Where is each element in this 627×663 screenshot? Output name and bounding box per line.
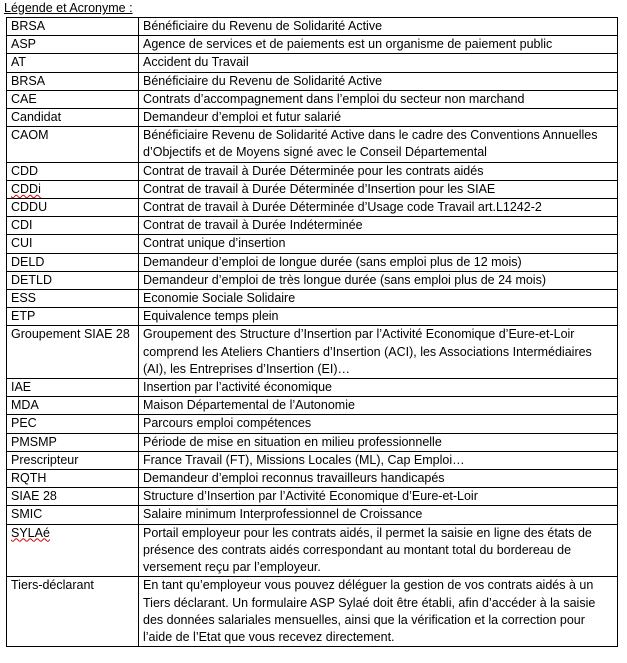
acronym-cell: Tiers-déclarant [7, 577, 139, 647]
table-row [7, 524, 618, 577]
spellcheck-marked-text: SYLAé [11, 525, 50, 540]
acronym-cell: IAE [7, 379, 139, 397]
definition-cell: Demandeur d’emploi de longue durée (sans emploi plus de 12 mois) [139, 253, 618, 271]
acronym-cell: SMIC [7, 506, 139, 524]
definition-cell: Equivalence temps plein [139, 308, 618, 326]
definition-cell: Demandeur d’emploi reconnus travailleurs handicapés [139, 470, 618, 488]
table-row [7, 36, 618, 54]
definition-cell: Période de mise en situation en milieu professionnelle [139, 433, 618, 451]
definition-cell: Maison Départemental de l’Autonomie [139, 397, 618, 415]
table-row [7, 451, 618, 469]
definition-cell: Economie Sociale Solidaire [139, 290, 618, 308]
acronym-cell: Groupement SIAE 28 [7, 326, 139, 379]
definition-cell: Structure d’Insertion par l’Activité Economique d’Eure-et-Loir [139, 488, 618, 506]
definition-cell: Demandeur d’emploi et futur salarié [139, 109, 618, 127]
table-row [7, 127, 618, 162]
acronym-cell: ESS [7, 290, 139, 308]
definition-cell: Bénéficiaire Revenu de Solidarité Active dans le cadre des Conventions Annuelles d’Objectifs et de Moyens signé avec le Conseil Départemental [139, 127, 618, 162]
table-row [7, 308, 618, 326]
acronym-cell: ETP [7, 308, 139, 326]
acronym-cell: BRSA [7, 72, 139, 90]
acronym-cell: MDA [7, 397, 139, 415]
acronym-cell: PEC [7, 415, 139, 433]
definition-cell: Salaire minimum Interprofessionnel de Croissance [139, 506, 618, 524]
table-row [7, 488, 618, 506]
table-row [7, 415, 618, 433]
acronym-cell: PMSMP [7, 433, 139, 451]
definition-cell: Contrat de travail à Durée Déterminée d’Usage code Travail art.L1242-2 [139, 199, 618, 217]
acronym-cell: AT [7, 54, 139, 72]
table-row [7, 577, 618, 647]
acronym-cell: CAE [7, 90, 139, 108]
acronym-cell: Candidat [7, 109, 139, 127]
definition-cell: Contrats d’accompagnement dans l’emploi du secteur non marchand [139, 90, 618, 108]
table-row [7, 217, 618, 235]
definition-cell: Contrat de travail à Durée Déterminée d’Insertion pour les SIAE [139, 180, 618, 198]
definition-cell: En tant qu’employeur vous pouvez déléguer la gestion de vos contrats aidés à un Tiers déclarant. Un formulaire ASP Sylaé doit être établi, afin d’accéder à la saisie des données salariales mensuelles, ainsi que la vérification et la correction pour l’aide de l’Etat que vous recevez directement. [139, 577, 618, 647]
definition-cell: Bénéficiaire du Revenu de Solidarité Active [139, 18, 618, 36]
definition-cell: Contrat unique d’insertion [139, 235, 618, 253]
table-row [7, 253, 618, 271]
acronym-cell: SIAE 28 [7, 488, 139, 506]
definition-cell: Contrat de travail à Durée Déterminée pour les contrats aidés [139, 162, 618, 180]
spellcheck-marked-text: CDDi [11, 181, 41, 196]
definition-cell: Insertion par l’activité économique [139, 379, 618, 397]
definition-cell: Accident du Travail [139, 54, 618, 72]
table-row [7, 162, 618, 180]
table-row [7, 326, 618, 379]
definition-cell: Contrat de travail à Durée Indéterminée [139, 217, 618, 235]
acronym-cell: Prescripteur [7, 451, 139, 469]
acronym-cell: DELD [7, 253, 139, 271]
acronym-cell [7, 180, 139, 198]
table-row [7, 379, 618, 397]
table-row [7, 109, 618, 127]
table-row [7, 180, 618, 198]
acronym-cell: DETLD [7, 271, 139, 289]
definition-cell: Portail employeur pour les contrats aidés, il permet la saisie en ligne des états de présence des contrats aidés correspondant au montant total du bordereau de versement reçu par l’employeur. [139, 524, 618, 577]
acronym-table [6, 17, 618, 647]
acronym-cell: ASP [7, 36, 139, 54]
definition-cell: Agence de services et de paiements est un organisme de paiement public [139, 36, 618, 54]
table-row [7, 397, 618, 415]
acronym-cell: CDDU [7, 199, 139, 217]
table-row [7, 506, 618, 524]
definition-cell: Groupement des Structure d’Insertion par l’Activité Economique d’Eure-et-Loir comprend les Ateliers Chantiers d’Insertion (ACI), les Associations Intermédiaires (AI), les Entreprises d’Insertion (EI)… [139, 326, 618, 379]
table-row [7, 54, 618, 72]
acronym-cell: CDD [7, 162, 139, 180]
table-row [7, 18, 618, 36]
acronym-cell: CAOM [7, 127, 139, 162]
acronym-cell: BRSA [7, 18, 139, 36]
table-row [7, 433, 618, 451]
table-row [7, 470, 618, 488]
table-row [7, 90, 618, 108]
table-row [7, 72, 618, 90]
legend-caption: Légende et Acronyme : [4, 1, 133, 15]
table-row [7, 290, 618, 308]
table-row [7, 235, 618, 253]
acronym-cell [7, 524, 139, 577]
definition-cell: France Travail (FT), Missions Locales (ML), Cap Emploi… [139, 451, 618, 469]
acronym-cell: CUI [7, 235, 139, 253]
definition-cell: Bénéficiaire du Revenu de Solidarité Active [139, 72, 618, 90]
acronym-cell: RQTH [7, 470, 139, 488]
table-row [7, 199, 618, 217]
table-row [7, 271, 618, 289]
definition-cell: Demandeur d’emploi de très longue durée (sans emploi plus de 24 mois) [139, 271, 618, 289]
acronym-cell: CDI [7, 217, 139, 235]
definition-cell: Parcours emploi compétences [139, 415, 618, 433]
